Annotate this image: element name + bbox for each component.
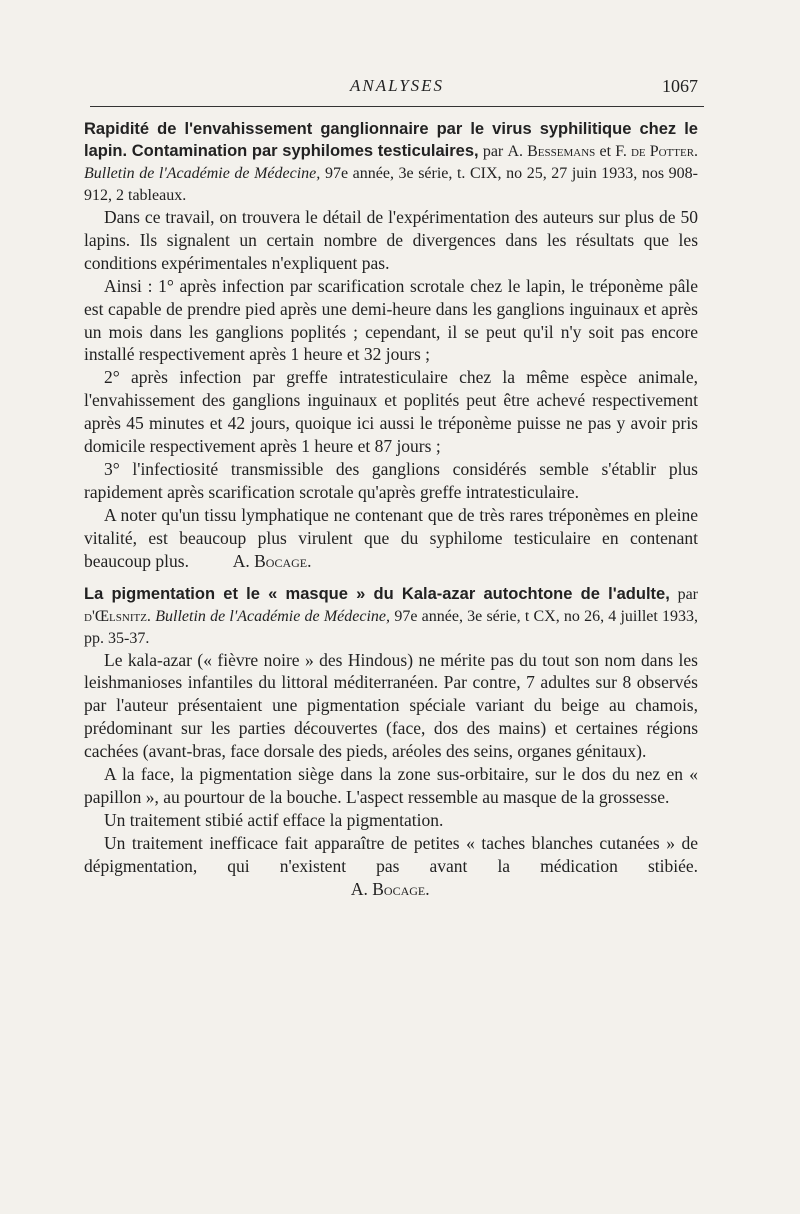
paragraph: 2° après infection par greffe intratesticulaire chez la même espèce animale, l'envahissement des ganglions inguinaux et poplités peut être achevé respectivement après 45 minutes et 42 jours, quoique ici aussi le tréponème puisse ne pas y avoir pris domicile respectivement après 1 heure et 87 jours ; (84, 367, 698, 457)
page-content (84, 118, 698, 900)
paragraph-text: Un traitement inefficace fait apparaître de petites « taches blanches cutanées » de dépigmentation, qui n'existent pas avant la médication stibiée. (84, 832, 698, 876)
citation: 97e année, 3e série, t. CIX, no 25, 27 juin 1933, nos 908-912, 2 tableaux. (84, 165, 699, 204)
signature: A. Bocage. (350, 878, 430, 899)
article-title: La pigmentation et le « masque » du Kala-azar autochtone de l'adulte, (84, 584, 670, 603)
article-title: Rapidité de l'envahissement ganglionnaire par le virus syphilitique chez le lapin. Contamination par syphilomes testiculaires, (84, 120, 698, 160)
paragraph-text: A noter qu'un tissu lymphatique ne contenant que de très rares tréponèmes en pleine vitalité, est beaucoup plus virulent que du syphilome testiculaire en contenant beaucoup plus. (84, 504, 698, 571)
signature: A. Bocage. (232, 550, 312, 571)
running-head (92, 74, 702, 98)
author-name: d'Œlsnitz. (84, 607, 151, 625)
page-number: 1067 (662, 76, 698, 96)
paragraph: Un traitement stibié actif efface la pigmentation. (104, 809, 444, 830)
paragraph: Le kala-azar (« fièvre noire » des Hindous) ne mérite pas du tout son nom dans les leishmanioses infantiles du littoral méditerranéen. Par contre, 7 adultes sur 8 observés par l'auteur présentaient une pigmentation spéciale variant du beige au chamois, prédominant sur les parties découvertes (face, dos des mains) et certaines régions cachées (avant-bras, face dorsale des pieds, aréoles des seins, organes génitaux). (84, 649, 698, 762)
author-name: A. Bessemans (507, 143, 596, 160)
article-1 (84, 118, 698, 573)
paragraph: Dans ce travail, on trouvera le détail de l'expérimentation des auteurs sur plus de 50 lapins. Ils signalent un certain nombre de divergences dans les résultats que les conditions expérimentales n'expliquent pas. (84, 207, 698, 273)
author-name: F. de Potter. (615, 143, 699, 160)
paragraph-with-signature (84, 504, 698, 573)
header-rule (90, 106, 704, 107)
paragraph: Ainsi : 1° après infection par scarification scrotale chez le lapin, le tréponème pâle est capable de prendre pied après une demi-heure dans les ganglions inguinaux et après un mois dans les ganglions poplités ; cependant, il se peut qu'il n'y soit pas encore installé respectivement après 1 heure et 32 jours ; (84, 275, 698, 365)
paragraph: 3° l'infectiosité transmissible des ganglions considérés semble s'établir plus rapidement après scarification scrotale qu'après greffe intratesticulaire. (84, 458, 698, 502)
article-heading: Rapidité de l'envahissement ganglionnaire par le virus syphilitique chez le lapin. Contamination par syphilomes testiculaires, par A. Bessemans et F. de Potter. Bulletin de l'Académie de Médecine, 97e année, 3e série, t. CIX, no 25, 27 juin 1933, nos 908-912, 2 tableaux. (84, 120, 699, 204)
paragraph-with-signature (84, 832, 698, 901)
journal-name: Bulletin de l'Académie de Médecine, (155, 607, 391, 625)
paragraph: A la face, la pigmentation siège dans la zone sus-orbitaire, sur le dos du nez en « papillon », au pourtour de la bouche. L'aspect ressemble au masque de la grossesse. (84, 764, 698, 807)
article-2 (84, 583, 698, 901)
running-head-title: ANALYSES (349, 76, 445, 95)
journal-name: Bulletin de l'Académie de Médecine, (84, 165, 321, 182)
citation: 97e année, 3e série, t CX, no 26, 4 juillet 1933, pp. 35-37. (84, 607, 699, 647)
article-heading: La pigmentation et le « masque » du Kala-azar autochtone de l'adulte, par d'Œlsnitz. Bulletin de l'Académie de Médecine, 97e année, 3e série, t CX, no 26, 4 juillet 1933, pp. 35-37. (84, 584, 699, 647)
